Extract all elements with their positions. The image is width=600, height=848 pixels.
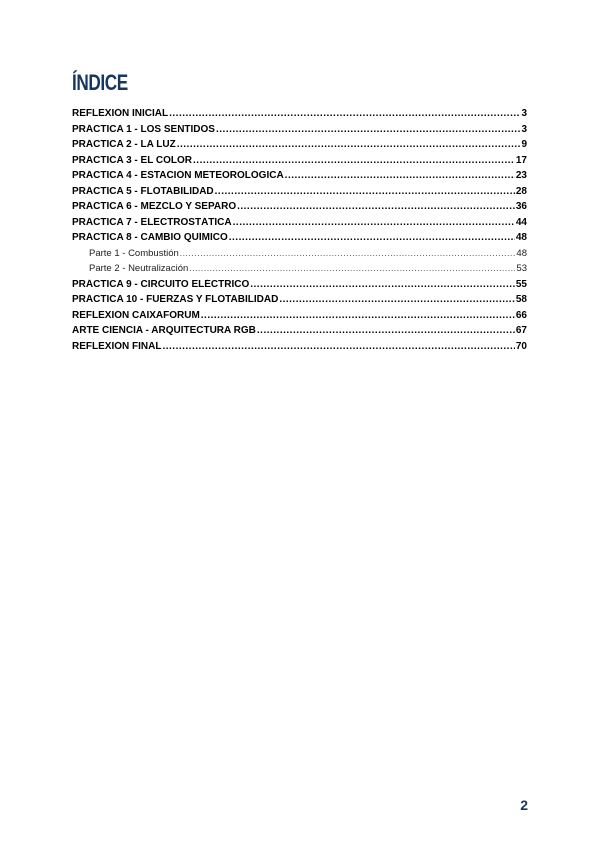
toc-entry-practica-4[interactable]: [72, 170, 527, 186]
toc-entry-label: Parte 1 - Combustión: [89, 247, 179, 259]
toc-entry-label: PRÁCTICA 5 - FLOTABILIDAD: [72, 185, 214, 197]
dot-leader: [193, 155, 515, 166]
toc-entry-page: 55: [515, 278, 527, 290]
dot-leader: [216, 124, 520, 135]
dot-leader: [285, 170, 515, 181]
dot-leader: [279, 294, 515, 305]
toc-entry-page: 53: [516, 263, 527, 274]
dot-leader: [201, 310, 515, 321]
toc-entry-page: 44: [515, 216, 527, 228]
toc-entry-page: 67: [515, 325, 527, 336]
toc-entry-page: 48: [516, 247, 527, 259]
toc-entry-practica-5[interactable]: [72, 186, 527, 202]
dot-leader: [177, 139, 521, 150]
toc-entry-label: Parte 2 - Neutralización: [89, 263, 189, 274]
toc-entry-page: 3: [521, 123, 527, 135]
toc-entry-page: 70: [515, 340, 527, 352]
dot-leader: [189, 264, 515, 273]
dot-leader: [233, 217, 515, 228]
toc-entry-label: REFLEXIÓN FINAL: [72, 340, 162, 352]
dot-leader: [229, 232, 515, 243]
toc-entry-label: PRÁCTICA 9 - CIRCUITO ELÉCTRICO: [72, 278, 250, 290]
toc-entry-practica-2[interactable]: [72, 139, 527, 155]
toc-entry-page: 9: [521, 139, 527, 150]
toc-entry-reflexion-inicial[interactable]: [72, 108, 527, 124]
toc-entry-label: PRÁCTICA 10 - FUERZAS Y FLOTABILIDAD: [72, 294, 279, 305]
toc-entry-label: PRÁCTICA 7 - ELECTROSTÁTICA: [72, 216, 232, 228]
dot-leader: [257, 325, 515, 336]
table-of-contents: [72, 108, 527, 356]
page-number: 2: [520, 797, 528, 813]
toc-entry-label: ARTE CIENCIA - ARQUITECTURA RGB: [72, 325, 256, 336]
toc-entry-label: REFLEXIÓN INICIAL: [72, 108, 169, 119]
toc-entry-page: 36: [515, 201, 527, 212]
toc-entry-label: PRÁCTICA 1 - LOS SENTIDOS: [72, 123, 215, 135]
toc-entry-practica-8[interactable]: [72, 232, 527, 248]
dot-leader: [180, 249, 516, 258]
toc-entry-label: PRÁCTICA 8 - CAMBIO QUÍMICO: [72, 232, 228, 243]
toc-entry-practica-3[interactable]: [72, 155, 527, 171]
toc-entry-label: PRÁCTICA 4 - ESTACIÓN METEOROLÓGICA: [72, 170, 284, 181]
toc-entry-page: 66: [515, 309, 527, 321]
toc-entry-reflexion-caixaforum[interactable]: [72, 310, 527, 326]
toc-entry-page: 48: [515, 232, 527, 243]
dot-leader: [162, 341, 514, 352]
page-title: ÍNDICE: [72, 70, 128, 95]
toc-entry-practica-10[interactable]: [72, 294, 527, 310]
toc-entry-practica-9[interactable]: [72, 279, 527, 295]
dot-leader: [237, 201, 515, 212]
toc-entry-page: 3: [521, 108, 527, 119]
toc-entry-page: 58: [515, 294, 527, 305]
toc-entry-label: PRÁCTICA 3 - EL COLOR: [72, 154, 193, 166]
dot-leader: [169, 108, 520, 119]
toc-entry-label: PRÁCTICA 6 - MEZCLO Y SEPARO: [72, 201, 237, 212]
dot-leader: [250, 279, 515, 290]
toc-entry-page: 28: [515, 185, 527, 197]
toc-entry-label: REFLEXIÓN CAIXAFORUM: [72, 309, 200, 321]
toc-entry-arte-ciencia[interactable]: [72, 325, 527, 341]
dot-leader: [215, 186, 515, 197]
toc-entry-page: 17: [515, 154, 527, 166]
toc-entry-practica-6[interactable]: [72, 201, 527, 217]
toc-entry-practica-7[interactable]: [72, 217, 527, 233]
toc-entry-label: PRÁCTICA 2 - LA LUZ: [72, 139, 176, 150]
toc-entry-reflexion-final[interactable]: [72, 341, 527, 357]
toc-subentry-parte-1[interactable]: [72, 248, 527, 264]
toc-entry-page: 23: [515, 170, 527, 181]
toc-subentry-parte-2[interactable]: [72, 263, 527, 279]
toc-entry-practica-1[interactable]: [72, 124, 527, 140]
